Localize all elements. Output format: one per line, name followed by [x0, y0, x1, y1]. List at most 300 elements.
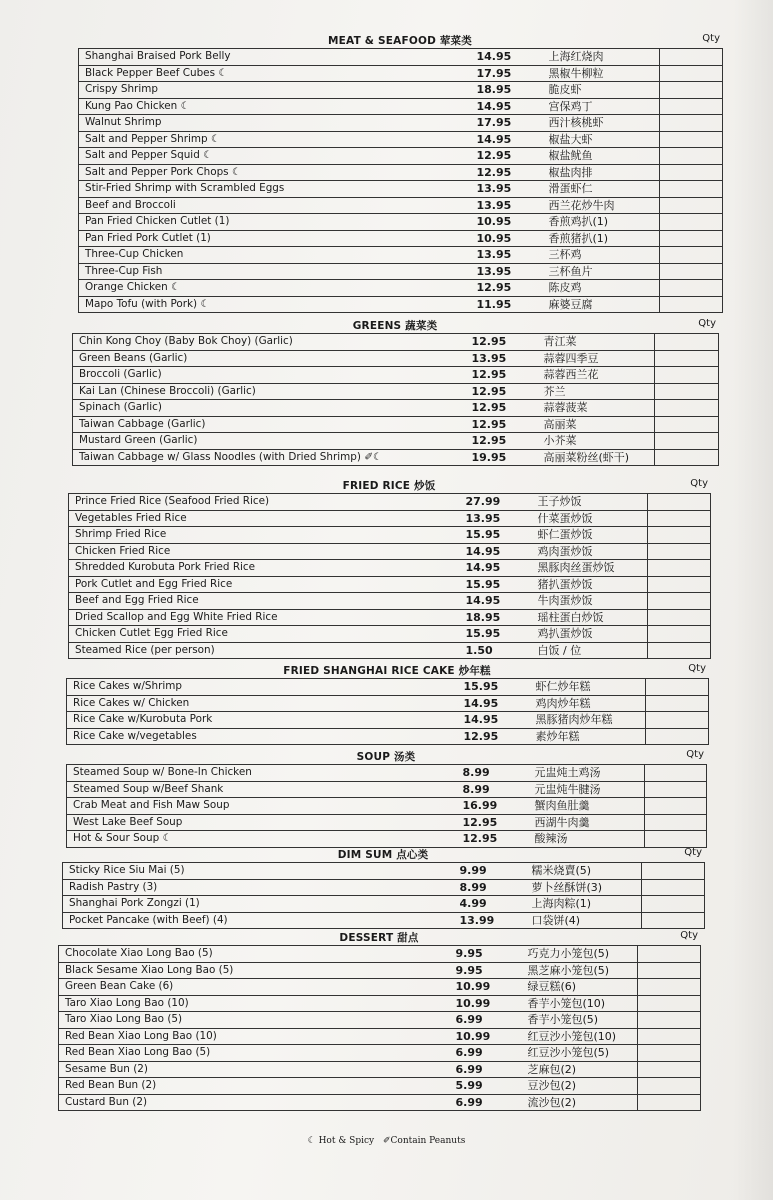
menu-item-row — [59, 962, 701, 979]
qty-label: Qty — [684, 847, 702, 858]
menu-item-row — [73, 433, 719, 450]
item-chinese-name: 什菜蛋炒饭 — [536, 510, 648, 527]
item-name: Shrimp Fried Rice — [69, 527, 462, 544]
item-name: Green Beans (Garlic) — [73, 350, 468, 367]
item-chinese-name: 三杯鸡 — [547, 247, 660, 264]
item-price: 15.95 — [462, 527, 536, 544]
item-price: 13.95 — [468, 350, 542, 367]
menu-section — [72, 318, 718, 466]
item-price: 13.99 — [456, 912, 530, 929]
item-price: 14.95 — [462, 543, 536, 560]
qty-input-cell[interactable] — [655, 367, 719, 384]
item-chinese-name: 陈皮鸡 — [547, 280, 660, 297]
qty-input-cell[interactable] — [645, 814, 707, 831]
item-price: 12.95 — [468, 400, 542, 417]
item-price: 10.99 — [452, 1028, 526, 1045]
qty-input-cell[interactable] — [646, 712, 709, 729]
item-price: 12.95 — [459, 814, 533, 831]
item-price: 14.95 — [462, 593, 536, 610]
item-chinese-name: 鸡扒蛋炒饭 — [536, 626, 648, 643]
item-price: 19.95 — [468, 449, 542, 466]
item-chinese-name: 黑豚肉丝蛋炒饭 — [536, 560, 648, 577]
section-header — [58, 930, 700, 945]
item-name: Mustard Green (Garlic) — [73, 433, 468, 450]
qty-input-cell[interactable] — [642, 879, 705, 896]
item-name: Chicken Cutlet Egg Fried Rice — [69, 626, 462, 643]
item-name: Chin Kong Choy (Baby Bok Choy) (Garlic) — [73, 334, 468, 351]
menu-item-row — [79, 247, 723, 264]
qty-input-cell[interactable] — [660, 115, 723, 132]
item-chinese-name: 椒盐大虾 — [547, 131, 660, 148]
section-title: GREENS 蔬菜类 — [352, 320, 438, 332]
menu-item-row — [73, 350, 719, 367]
item-chinese-name: 萝卜丝酥饼(3) — [530, 879, 642, 896]
menu-item-row — [67, 781, 707, 798]
item-chinese-name: 蒜蓉菠菜 — [542, 400, 655, 417]
menu-item-row — [79, 164, 723, 181]
item-name: Beef and Egg Fried Rice — [69, 593, 462, 610]
menu-section — [62, 847, 704, 929]
item-chinese-name: 元盅炖牛腱汤 — [533, 781, 645, 798]
item-chinese-name: 虾仁蛋炒饭 — [536, 527, 648, 544]
item-price: 14.95 — [473, 49, 547, 66]
item-price: 10.99 — [452, 995, 526, 1012]
item-price: 27.99 — [462, 494, 536, 511]
qty-label: Qty — [680, 930, 698, 941]
qty-input-cell[interactable] — [660, 280, 723, 297]
qty-input-cell[interactable] — [660, 148, 723, 165]
menu-item-row — [67, 798, 707, 815]
qty-input-cell[interactable] — [660, 181, 723, 198]
menu-item-row — [79, 214, 723, 231]
item-name: Taro Xiao Long Bao (5) — [59, 1012, 452, 1029]
item-name: Dried Scallop and Egg White Fried Rice — [69, 609, 462, 626]
item-price: 8.99 — [459, 765, 533, 782]
qty-input-cell[interactable] — [638, 1094, 701, 1111]
qty-input-cell[interactable] — [655, 400, 719, 417]
menu-section — [66, 663, 708, 745]
qty-input-cell[interactable] — [655, 416, 719, 433]
menu-item-row — [63, 879, 705, 896]
item-chinese-name: 红豆沙小笼包(5) — [526, 1045, 638, 1062]
item-chinese-name: 虾仁炒年糕 — [534, 679, 646, 696]
item-chinese-name: 上海红烧肉 — [547, 49, 660, 66]
qty-input-cell[interactable] — [646, 695, 709, 712]
page-shadow — [733, 0, 773, 1200]
qty-label: Qty — [702, 33, 720, 44]
section-header — [62, 847, 704, 862]
item-chinese-name: 绿豆糕(6) — [526, 979, 638, 996]
menu-item-row — [59, 1061, 701, 1078]
item-chinese-name: 椒盐肉排 — [547, 164, 660, 181]
menu-item-row — [73, 334, 719, 351]
qty-input-cell[interactable] — [660, 197, 723, 214]
item-price: 4.99 — [456, 896, 530, 913]
menu-item-row — [69, 560, 711, 577]
menu-item-row — [73, 449, 719, 466]
qty-input-cell[interactable] — [648, 560, 711, 577]
menu-item-row — [79, 181, 723, 198]
qty-input-cell[interactable] — [638, 1045, 701, 1062]
qty-label: Qty — [688, 663, 706, 674]
qty-input-cell[interactable] — [638, 962, 701, 979]
item-name: Mapo Tofu (with Pork) ☾ — [79, 296, 473, 313]
item-price: 15.95 — [462, 576, 536, 593]
section-header — [68, 478, 710, 493]
qty-input-cell[interactable] — [655, 383, 719, 400]
qty-input-cell[interactable] — [660, 82, 723, 99]
item-name: Shredded Kurobuta Pork Fried Rice — [69, 560, 462, 577]
qty-input-cell[interactable] — [642, 896, 705, 913]
item-name: West Lake Beef Soup — [67, 814, 459, 831]
item-name: Salt and Pepper Squid ☾ — [79, 148, 473, 165]
item-price: 15.95 — [460, 679, 534, 696]
item-price: 13.95 — [473, 181, 547, 198]
qty-input-cell[interactable] — [660, 164, 723, 181]
item-name: Sticky Rice Siu Mai (5) — [63, 863, 456, 880]
item-price: 12.95 — [473, 164, 547, 181]
item-name: Prince Fried Rice (Seafood Fried Rice) — [69, 494, 462, 511]
qty-input-cell[interactable] — [660, 131, 723, 148]
item-name: Orange Chicken ☾ — [79, 280, 473, 297]
item-chinese-name: 巧克力小笼包(5) — [526, 946, 638, 963]
item-name: Salt and Pepper Pork Chops ☾ — [79, 164, 473, 181]
qty-input-cell[interactable] — [660, 49, 723, 66]
item-chinese-name: 滑蛋虾仁 — [547, 181, 660, 198]
section-title: MEAT & SEAFOOD 荤菜类 — [328, 35, 472, 47]
item-chinese-name: 糯米烧賣(5) — [530, 863, 642, 880]
item-price: 14.95 — [473, 131, 547, 148]
item-name: Salt and Pepper Shrimp ☾ — [79, 131, 473, 148]
item-price: 6.99 — [452, 1061, 526, 1078]
item-price: 6.99 — [452, 1094, 526, 1111]
item-chinese-name: 芥兰 — [542, 383, 655, 400]
section-header — [78, 33, 722, 48]
item-chinese-name: 白饭 / 位 — [536, 642, 648, 659]
qty-input-cell[interactable] — [638, 1012, 701, 1029]
item-chinese-name: 椒盐鱿鱼 — [547, 148, 660, 165]
menu-item-row — [59, 1094, 701, 1111]
qty-input-cell[interactable] — [648, 494, 711, 511]
item-chinese-name: 高丽菜 — [542, 416, 655, 433]
item-price: 5.99 — [452, 1078, 526, 1095]
item-price: 10.95 — [473, 230, 547, 247]
item-chinese-name: 香芋小笼包(5) — [526, 1012, 638, 1029]
item-price: 9.99 — [456, 863, 530, 880]
item-chinese-name: 豆沙包(2) — [526, 1078, 638, 1095]
item-price: 12.95 — [468, 367, 542, 384]
item-chinese-name: 香芋小笼包(10) — [526, 995, 638, 1012]
item-price: 9.95 — [452, 962, 526, 979]
menu-section — [66, 749, 706, 848]
item-name: Red Bean Bun (2) — [59, 1078, 452, 1095]
qty-input-cell[interactable] — [648, 593, 711, 610]
qty-input-cell[interactable] — [642, 863, 705, 880]
menu-item-row — [67, 765, 707, 782]
item-price: 15.95 — [462, 626, 536, 643]
menu-item-row — [69, 609, 711, 626]
menu-item-row — [79, 98, 723, 115]
section-title: FRIED SHANGHAI RICE CAKE 炒年糕 — [283, 665, 491, 677]
menu-item-row — [63, 896, 705, 913]
item-chinese-name: 猪扒蛋炒饭 — [536, 576, 648, 593]
qty-input-cell[interactable] — [655, 334, 719, 351]
menu-table — [78, 48, 723, 313]
item-chinese-name: 王子炒饭 — [536, 494, 648, 511]
qty-input-cell[interactable] — [648, 642, 711, 659]
menu-item-row — [69, 543, 711, 560]
item-name: Walnut Shrimp — [79, 115, 473, 132]
item-price: 9.95 — [452, 946, 526, 963]
item-name: Red Bean Xiao Long Bao (10) — [59, 1028, 452, 1045]
item-chinese-name: 流沙包(2) — [526, 1094, 638, 1111]
item-chinese-name: 元盅炖土鸡汤 — [533, 765, 645, 782]
item-name: Kung Pao Chicken ☾ — [79, 98, 473, 115]
menu-item-row — [73, 383, 719, 400]
item-chinese-name: 黑椒牛柳粒 — [547, 65, 660, 82]
item-name: Steamed Soup w/Beef Shank — [67, 781, 459, 798]
item-chinese-name: 青江菜 — [542, 334, 655, 351]
item-chinese-name: 西兰花炒牛肉 — [547, 197, 660, 214]
qty-input-cell[interactable] — [655, 433, 719, 450]
qty-input-cell[interactable] — [655, 449, 719, 466]
item-name: Green Bean Cake (6) — [59, 979, 452, 996]
qty-input-cell[interactable] — [646, 679, 709, 696]
item-name: Rice Cakes w/Shrimp — [67, 679, 460, 696]
qty-input-cell[interactable] — [638, 1028, 701, 1045]
item-chinese-name: 牛肉蛋炒饭 — [536, 593, 648, 610]
menu-item-row — [67, 695, 709, 712]
menu-item-row — [69, 494, 711, 511]
qty-input-cell[interactable] — [660, 296, 723, 313]
qty-input-cell[interactable] — [645, 765, 707, 782]
item-chinese-name: 黑豚猪肉炒年糕 — [534, 712, 646, 729]
item-chinese-name: 小芥菜 — [542, 433, 655, 450]
qty-input-cell[interactable] — [648, 543, 711, 560]
menu-item-row — [73, 416, 719, 433]
menu-item-row — [73, 400, 719, 417]
qty-input-cell[interactable] — [645, 831, 707, 848]
qty-input-cell[interactable] — [645, 798, 707, 815]
qty-input-cell[interactable] — [638, 1078, 701, 1095]
menu-item-row — [79, 296, 723, 313]
menu-item-row — [67, 814, 707, 831]
item-price: 12.95 — [473, 280, 547, 297]
section-title: FRIED RICE 炒饭 — [342, 480, 436, 492]
menu-item-row — [79, 280, 723, 297]
qty-input-cell[interactable] — [660, 65, 723, 82]
item-chinese-name: 口袋饼(4) — [530, 912, 642, 929]
item-chinese-name: 红豆沙小笼包(10) — [526, 1028, 638, 1045]
item-name: Pocket Pancake (with Beef) (4) — [63, 912, 456, 929]
section-title: SOUP 汤类 — [356, 751, 416, 763]
qty-label: Qty — [698, 318, 716, 329]
item-chinese-name: 上海肉粽(1) — [530, 896, 642, 913]
item-chinese-name: 香煎猪扒(1) — [547, 230, 660, 247]
item-name: Spinach (Garlic) — [73, 400, 468, 417]
menu-section — [68, 478, 710, 659]
qty-input-cell[interactable] — [638, 979, 701, 996]
qty-input-cell[interactable] — [660, 247, 723, 264]
qty-input-cell[interactable] — [645, 781, 707, 798]
item-name: Three-Cup Fish — [79, 263, 473, 280]
item-chinese-name: 高丽菜粉丝(虾干) — [542, 449, 655, 466]
item-name: Red Bean Xiao Long Bao (5) — [59, 1045, 452, 1062]
item-price: 12.95 — [468, 383, 542, 400]
item-chinese-name: 宫保鸡丁 — [547, 98, 660, 115]
item-price: 13.95 — [473, 197, 547, 214]
item-name: Beef and Broccoli — [79, 197, 473, 214]
qty-input-cell[interactable] — [642, 912, 705, 929]
menu-section — [58, 930, 700, 1111]
menu-table — [66, 678, 709, 745]
qty-input-cell[interactable] — [648, 510, 711, 527]
item-chinese-name: 酸辣汤 — [533, 831, 645, 848]
item-price: 12.95 — [473, 148, 547, 165]
qty-input-cell[interactable] — [648, 609, 711, 626]
qty-input-cell[interactable] — [660, 230, 723, 247]
item-name: Stir-Fried Shrimp with Scrambled Eggs — [79, 181, 473, 198]
menu-table — [66, 764, 707, 848]
section-title: DESSERT 甜点 — [339, 932, 419, 944]
item-chinese-name: 鸡肉炒年糕 — [534, 695, 646, 712]
qty-input-cell[interactable] — [646, 728, 709, 745]
item-name: Taro Xiao Long Bao (10) — [59, 995, 452, 1012]
item-price: 10.95 — [473, 214, 547, 231]
menu-item-row — [59, 1012, 701, 1029]
menu-item-row — [79, 49, 723, 66]
qty-input-cell[interactable] — [660, 263, 723, 280]
menu-item-row — [59, 1078, 701, 1095]
menu-item-row — [59, 1045, 701, 1062]
item-name: Black Pepper Beef Cubes ☾ — [79, 65, 473, 82]
menu-item-row — [79, 115, 723, 132]
item-name: Crispy Shrimp — [79, 82, 473, 99]
menu-item-row — [79, 263, 723, 280]
item-price: 14.95 — [460, 695, 534, 712]
item-price: 12.95 — [468, 416, 542, 433]
item-name: Black Sesame Xiao Long Bao (5) — [59, 962, 452, 979]
item-name: Chicken Fried Rice — [69, 543, 462, 560]
item-price: 6.99 — [452, 1012, 526, 1029]
menu-table — [68, 493, 711, 659]
item-name: Vegetables Fried Rice — [69, 510, 462, 527]
menu-table — [62, 862, 705, 929]
item-price: 17.95 — [473, 115, 547, 132]
menu-item-row — [69, 626, 711, 643]
menu-item-row — [69, 593, 711, 610]
qty-label: Qty — [690, 478, 708, 489]
item-name: Taiwan Cabbage (Garlic) — [73, 416, 468, 433]
qty-label: Qty — [686, 749, 704, 760]
menu-item-row — [73, 367, 719, 384]
qty-input-cell[interactable] — [638, 995, 701, 1012]
item-chinese-name: 西汁核桃虾 — [547, 115, 660, 132]
item-name: Three-Cup Chicken — [79, 247, 473, 264]
item-price: 1.50 — [462, 642, 536, 659]
item-price: 10.99 — [452, 979, 526, 996]
menu-table — [72, 333, 719, 466]
item-price: 8.99 — [456, 879, 530, 896]
item-name: Rice Cakes w/ Chicken — [67, 695, 460, 712]
qty-input-cell[interactable] — [648, 576, 711, 593]
section-header — [72, 318, 718, 333]
qty-input-cell[interactable] — [655, 350, 719, 367]
item-chinese-name: 香煎鸡扒(1) — [547, 214, 660, 231]
item-name: Hot & Sour Soup ☾ — [67, 831, 459, 848]
item-price: 13.95 — [473, 263, 547, 280]
item-chinese-name: 脆皮虾 — [547, 82, 660, 99]
item-price: 16.99 — [459, 798, 533, 815]
item-name: Crab Meat and Fish Maw Soup — [67, 798, 459, 815]
menu-item-row — [59, 979, 701, 996]
item-chinese-name: 麻婆豆腐 — [547, 296, 660, 313]
item-chinese-name: 蟹肉鱼肚羹 — [533, 798, 645, 815]
item-price: 13.95 — [473, 247, 547, 264]
item-price: 8.99 — [459, 781, 533, 798]
menu-table — [58, 945, 701, 1111]
qty-input-cell[interactable] — [638, 1061, 701, 1078]
item-name: Shanghai Pork Zongzi (1) — [63, 896, 456, 913]
item-chinese-name: 黑芝麻小笼包(5) — [526, 962, 638, 979]
qty-input-cell[interactable] — [660, 98, 723, 115]
item-price: 18.95 — [462, 609, 536, 626]
menu-item-row — [79, 131, 723, 148]
item-name: Custard Bun (2) — [59, 1094, 452, 1111]
item-chinese-name: 三杯鱼片 — [547, 263, 660, 280]
menu-item-row — [79, 65, 723, 82]
item-name: Sesame Bun (2) — [59, 1061, 452, 1078]
menu-item-row — [67, 679, 709, 696]
menu-item-row — [63, 912, 705, 929]
item-name: Shanghai Braised Pork Belly — [79, 49, 473, 66]
item-name: Steamed Rice (per person) — [69, 642, 462, 659]
legend-hot-spicy: ☾ Hot & Spicy — [307, 1136, 375, 1146]
item-name: Broccoli (Garlic) — [73, 367, 468, 384]
item-chinese-name: 蒜蓉四季豆 — [542, 350, 655, 367]
item-name: Rice Cake w/Kurobuta Pork — [67, 712, 460, 729]
item-name: Rice Cake w/vegetables — [67, 728, 460, 745]
item-chinese-name: 鸡肉蛋炒饭 — [536, 543, 648, 560]
menu-item-row — [69, 510, 711, 527]
item-price: 12.95 — [460, 728, 534, 745]
menu-item-row — [59, 1028, 701, 1045]
item-price: 14.95 — [462, 560, 536, 577]
menu-item-row — [67, 712, 709, 729]
qty-input-cell[interactable] — [638, 946, 701, 963]
section-header — [66, 663, 708, 678]
menu-item-row — [69, 576, 711, 593]
menu-item-row — [69, 642, 711, 659]
menu-item-row — [79, 197, 723, 214]
item-name: Steamed Soup w/ Bone-In Chicken — [67, 765, 459, 782]
qty-input-cell[interactable] — [660, 214, 723, 231]
legend-contain-peanuts: ✐Contain Peanuts — [383, 1136, 466, 1146]
item-name: Radish Pastry (3) — [63, 879, 456, 896]
item-chinese-name: 西湖牛肉羹 — [533, 814, 645, 831]
section-title: DIM SUM 点心类 — [337, 849, 429, 861]
item-name: Chocolate Xiao Long Bao (5) — [59, 946, 452, 963]
menu-item-row — [59, 995, 701, 1012]
qty-input-cell[interactable] — [648, 626, 711, 643]
item-price: 12.95 — [468, 334, 542, 351]
menu-item-row — [79, 82, 723, 99]
item-price: 13.95 — [462, 510, 536, 527]
qty-input-cell[interactable] — [648, 527, 711, 544]
menu-item-row — [79, 148, 723, 165]
item-price: 17.95 — [473, 65, 547, 82]
menu-item-row — [67, 728, 709, 745]
